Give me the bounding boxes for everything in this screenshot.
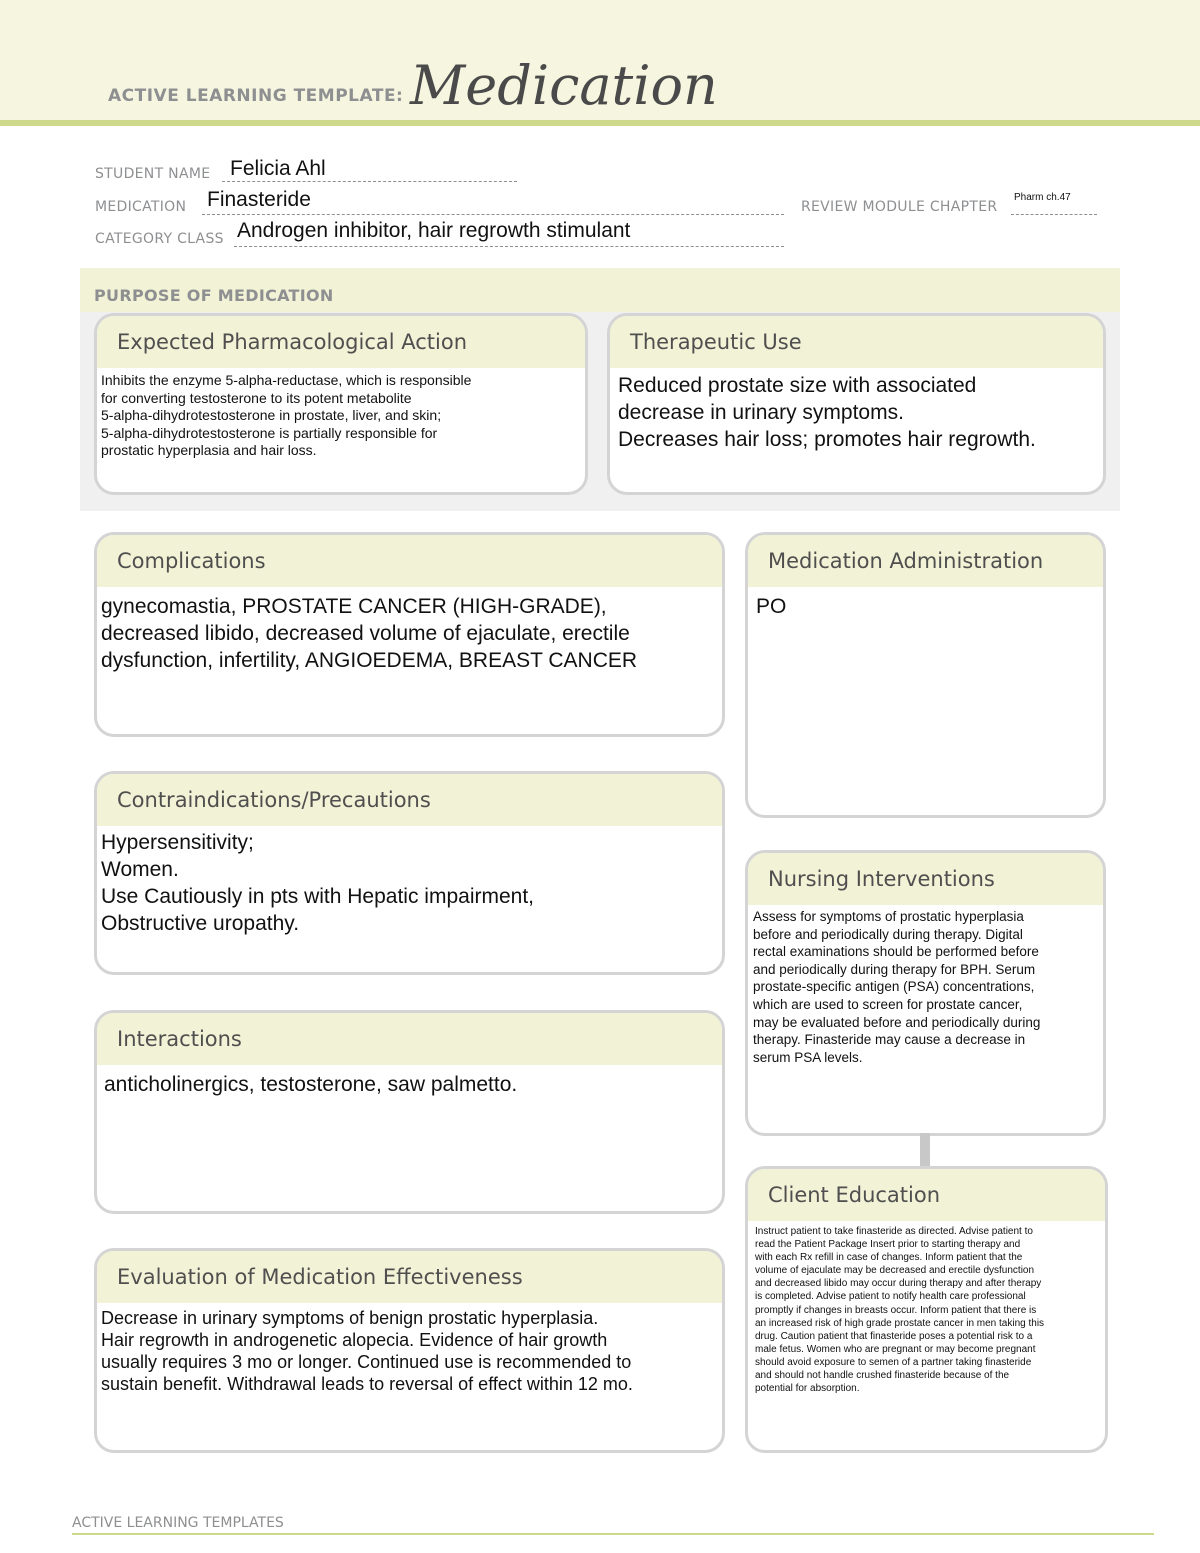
student-name-label: STUDENT NAME [95, 166, 211, 182]
review-module-label: REVIEW MODULE CHAPTER [801, 199, 998, 215]
expected-action-card [94, 313, 588, 495]
evaluation-card [94, 1248, 725, 1453]
client-education-text[interactable]: Instruct patient to take finasteride as directed. Advise patient to read the Patient Package Insert prior to starting therapy and with each Rx refill in case of changes. Inform patient that the volume of ejaculate may be decreased and erectile dysfunction and decreased libido may occur during therapy and after therapy is completed. Advise patient to notify health care professional promptly if changes in breasts occur. Inform patient that there is an increased risk of high grade prostate cancer in men taking this drug. Caution patient that finasteride poses a potential risk to a male fetus. Women who are pregnant or may become pregnant should avoid exposure to semen of a partner taking finasteride and should not handle crushed finasteride because of the potential for absorption. [755, 1226, 1045, 1395]
footer-divider [72, 1533, 1154, 1535]
evaluation-text[interactable]: Decrease in urinary symptoms of benign prostatic hyperplasia. Hair regrowth in androgenetic alopecia. Evidence of hair growth usually requires 3 mo or longer. Continued use is recommended to sustain benefit. Withdrawal leads to reversal of effect within 12 mo. [101, 1308, 633, 1394]
connector-bar [920, 1133, 930, 1166]
category-class-label: CATEGORY CLASS [95, 231, 224, 247]
administration-card [745, 532, 1106, 818]
complications-text[interactable]: gynecomastia, PROSTATE CANCER (HIGH-GRADE), decreased libido, decreased volume of ejaculate, erectile dysfunction, infertility, ANGIOEDEMA, BREAST CANCER [101, 595, 638, 672]
interactions-text[interactable]: anticholinergics, testosterone, saw palmetto. [104, 1073, 518, 1096]
client-education-card [745, 1166, 1108, 1453]
contraindications-text[interactable]: Hypersensitivity; Women. Use Cautiously in pts with Hepatic impairment, Obstructive uropathy. [101, 831, 535, 935]
administration-title: Medication Administration [748, 535, 1103, 587]
contraindications-card [94, 771, 725, 975]
complications-card [94, 532, 725, 737]
administration-text[interactable]: PO [756, 595, 787, 618]
purpose-label: PURPOSE OF MEDICATION [94, 286, 334, 305]
nursing-card [745, 850, 1106, 1136]
category-class-field[interactable]: Androgen inhibitor, hair regrowth stimulant [237, 219, 631, 242]
therapeutic-use-title: Therapeutic Use [610, 316, 1103, 368]
medication-field[interactable]: Finasteride [207, 188, 311, 211]
footer-label: ACTIVE LEARNING TEMPLATES [72, 1515, 284, 1531]
review-module-field[interactable]: Pharm ch.47 [1014, 192, 1071, 203]
nursing-text[interactable]: Assess for symptoms of prostatic hyperplasia before and periodically during therapy. Digital rectal examinations should be performed before and periodically during therapy for BPH. Serum prostate-specific antigen (PSA) concentrations, which are used to screen for prostate cancer, may be evaluated before and periodically during therapy. Finasteride may cause a decrease in serum PSA levels. [753, 909, 1041, 1065]
template-title: Medication [410, 54, 718, 117]
interactions-title: Interactions [97, 1013, 722, 1065]
expected-action-title: Expected Pharmacological Action [97, 316, 585, 368]
nursing-title: Nursing Interventions [748, 853, 1103, 905]
complications-title: Complications [97, 535, 722, 587]
interactions-card [94, 1010, 725, 1214]
expected-action-text[interactable]: Inhibits the enzyme 5-alpha-reductase, which is responsible for converting testosterone to its potent metabolite 5-alpha-dihydrotestosterone in prostate, liver, and skin; 5-alpha-dihydrotestosterone is partially responsible for prostatic hyperplasia and hair loss. [101, 372, 472, 459]
student-name-line [222, 181, 517, 182]
medication-line [202, 214, 784, 215]
header-divider [0, 120, 1200, 126]
therapeutic-use-card [607, 313, 1106, 495]
contraindications-title: Contraindications/Precautions [97, 774, 722, 826]
therapeutic-use-text[interactable]: Reduced prostate size with associated decrease in urinary symptoms. Decreases hair loss; promotes hair regrowth. [618, 374, 1036, 451]
client-education-title: Client Education [748, 1169, 1105, 1221]
review-module-line [1011, 214, 1097, 215]
category-class-line [234, 246, 784, 247]
evaluation-title: Evaluation of Medication Effectiveness [97, 1251, 722, 1303]
template-label: ACTIVE LEARNING TEMPLATE: [108, 86, 404, 106]
student-name-field[interactable]: Felicia Ahl [230, 157, 326, 180]
medication-label: MEDICATION [95, 199, 187, 215]
